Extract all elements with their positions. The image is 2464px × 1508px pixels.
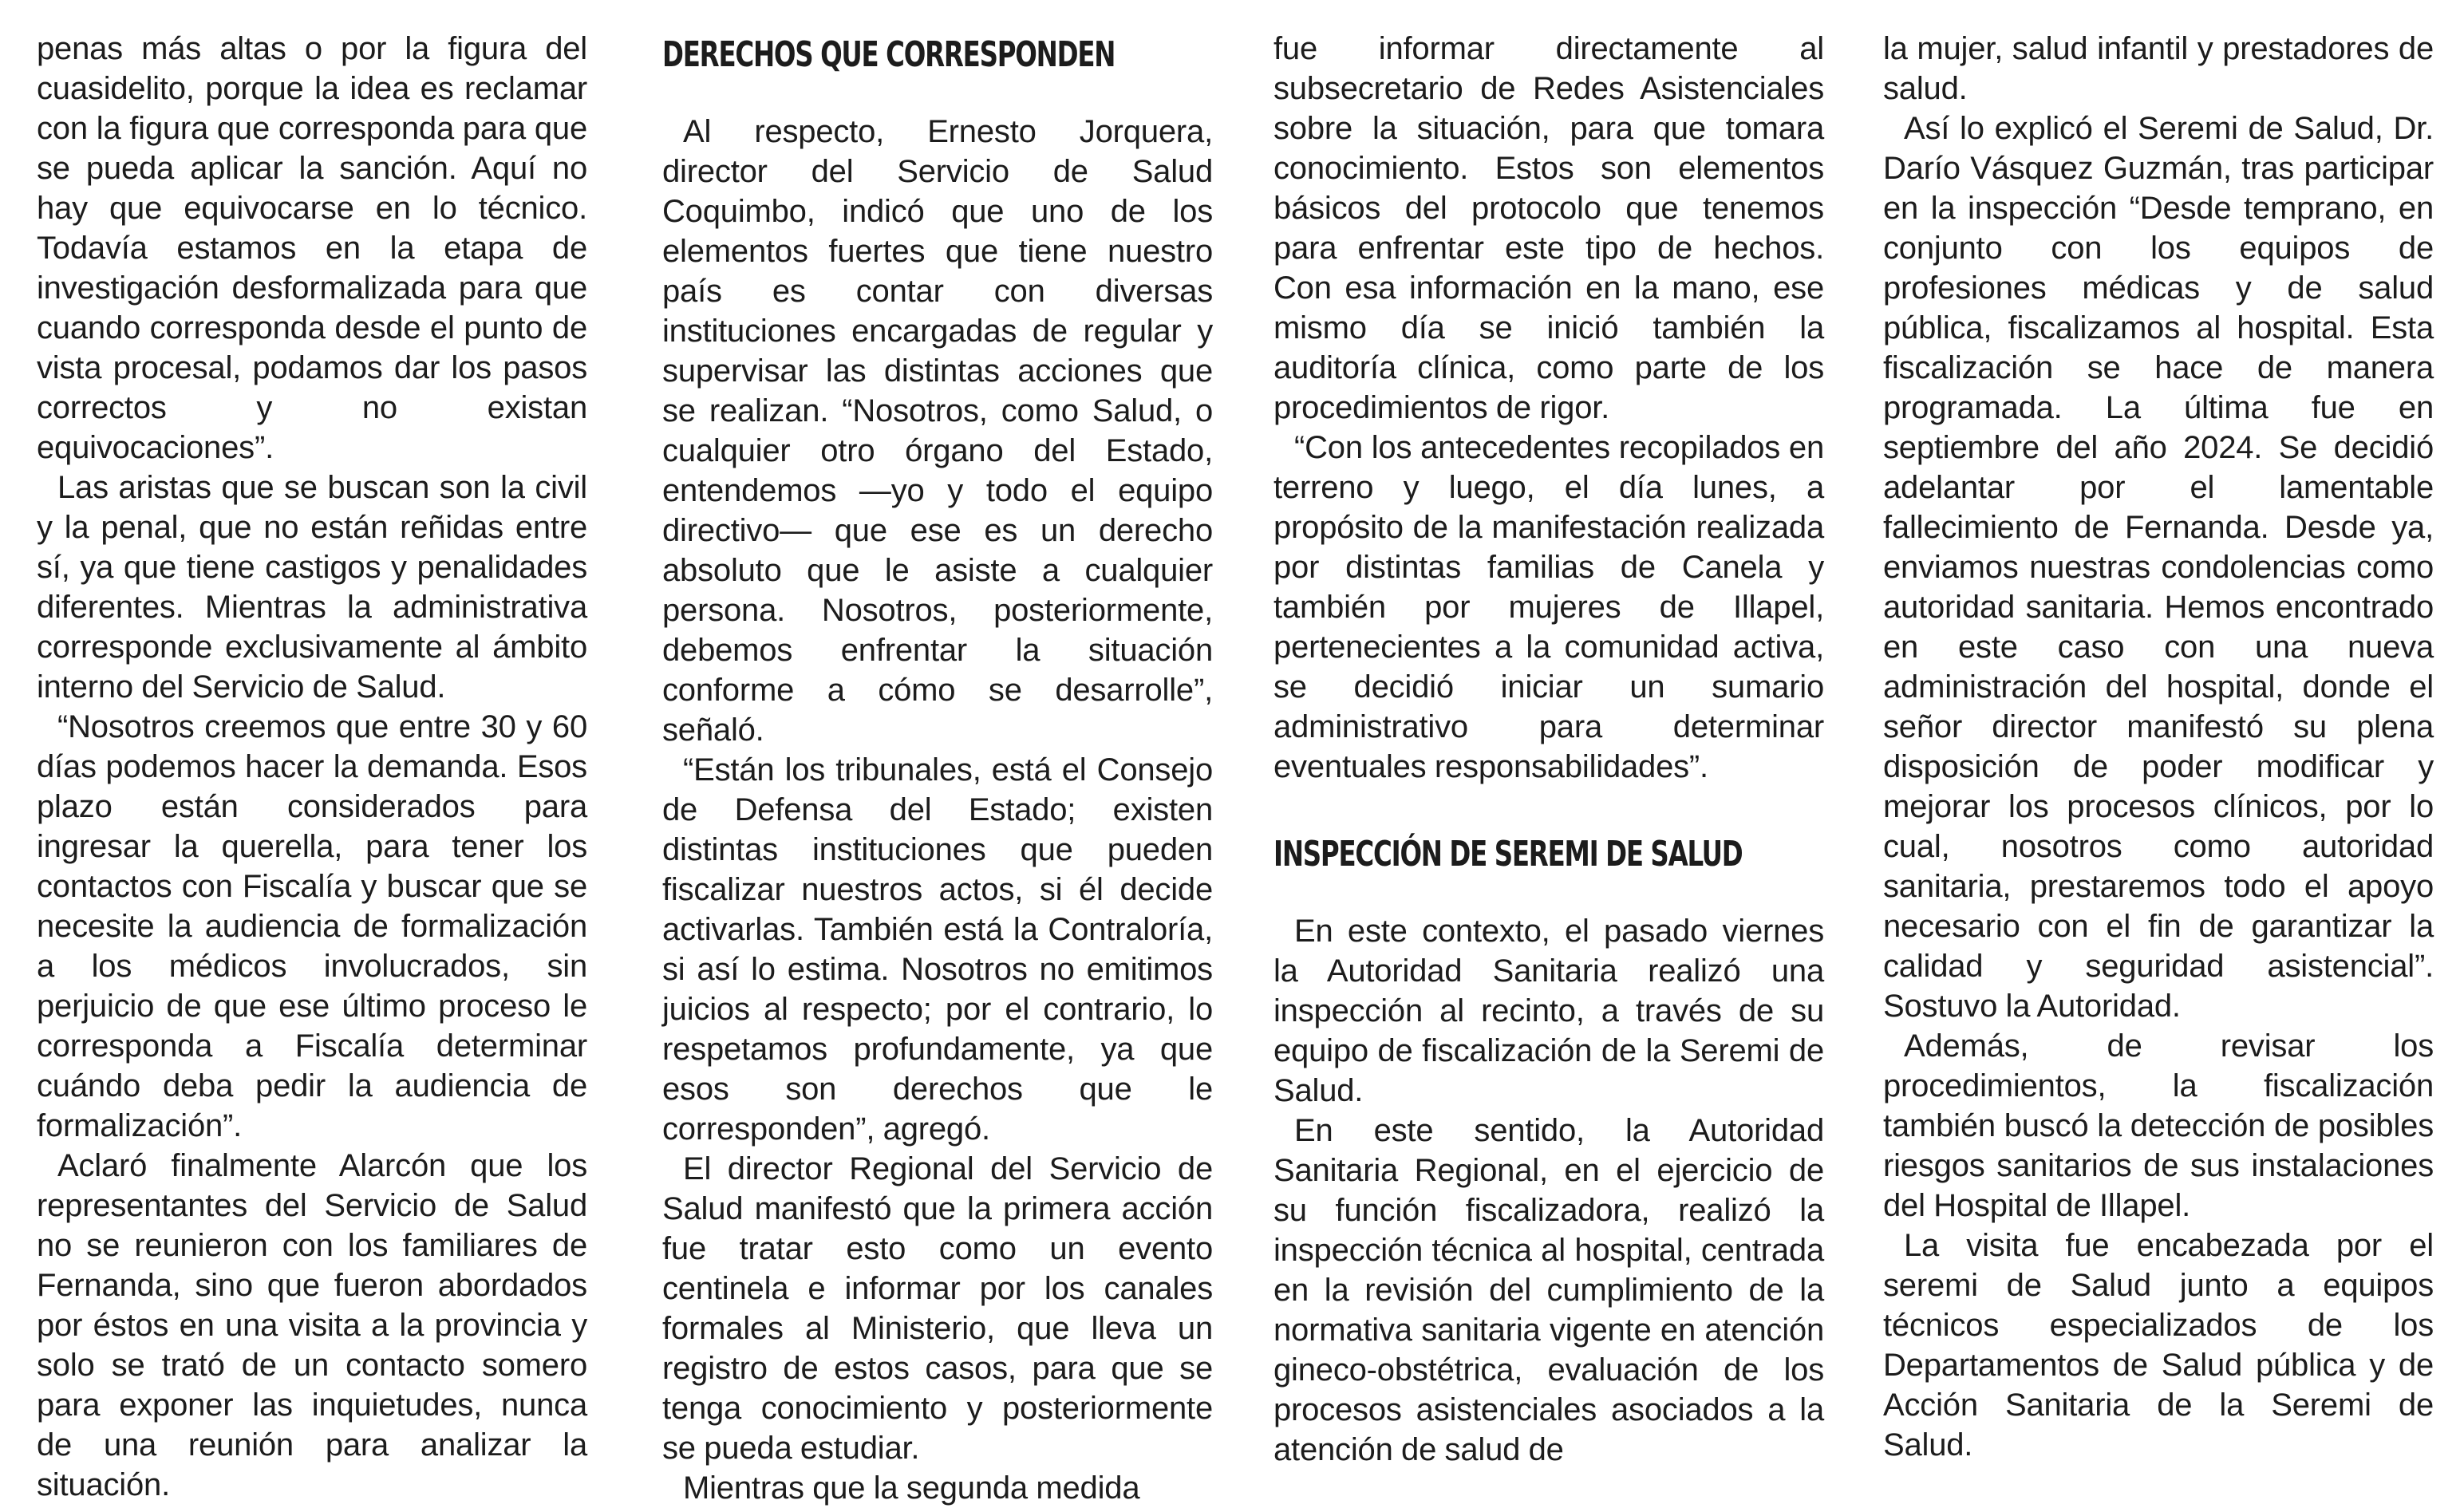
column-1 (37, 29, 587, 1505)
column-3 (1273, 29, 1824, 1470)
column-2 (662, 29, 1213, 1508)
paragraph: En este contexto, el pasado viernes la Autoridad Sanitaria realizó una inspección al recinto, a través de su equipo de fiscalización de la Seremi de Salud. (1273, 914, 1824, 1108)
paragraph: El director Regional del Servicio de Salud manifestó que la primera acción fue tratar esto como un evento centinela e informar por los canales formales al Ministerio, que lleva un registro de estos casos, para que se tenga conocimiento y posteriormente se pueda estudiar. (662, 1151, 1213, 1466)
paragraph: “Están los tribunales, está el Consejo de Defensa del Estado; existen distintas instituciones que pueden fiscalizar nuestros actos, si él decide activarlas. También está la Contraloría, si así lo estima. Nosotros no emitimos juicios al respecto; por el contrario, lo respetamos profundamente, ya que esos son derechos que le corresponden”, agregó. (662, 752, 1213, 1147)
section-heading: INSPECCIÓN DE SEREMI DE SALUD (1273, 834, 1743, 874)
paragraph: En este sentido, la Autoridad Sanitaria Regional, en el ejercicio de su función fiscalizadora, realizó la inspección técnica al hospital, centrada en la revisión del cumplimiento de la normativa sanitaria vigente en atención gineco-obstétrica, evaluación de los procesos asistenciales asociados a la atención de salud de (1273, 1113, 1824, 1467)
paragraph: Así lo explicó el Seremi de Salud, Dr. Darío Vásquez Guzmán, tras participar en la inspección “Desde temprano, en conjunto con los equipos de profesiones médicas y de salud pública, fiscalizamos al hospital. Esta fiscalización se hace de manera programada. La última fue en septiembre del año 2024. Se decidió adelantar por el lamentable fallecimiento de Fernanda. Desde ya, enviamos nuestras condolencias como autoridad sanitaria. Hemos encontrado en este caso con una nueva administración del hospital, donde el señor director manifestó su plena disposición de poder modificar y mejorar los procesos clínicos, por lo cual, nosotros como autoridad sanitaria, prestaremos todo el apoyo necesario con el fin de garantizar la calidad y seguridad asistencial”. Sostuvo la Autoridad. (1883, 111, 2434, 1024)
paragraph: Al respecto, Ernesto Jorquera, director del Servicio de Salud Coquimbo, indicó que uno de los elementos fuertes que tiene nuestro país es contar con diversas instituciones encargadas de regular y supervisar las distintas acciones que se realizan. “Nosotros, como Salud, o cualquier otro órgano del Estado, entendemos —yo y todo el equipo directivo— que ese es un derecho absoluto que le asiste a cualquier persona. Nosotros, posteriormente, debemos enfrentar la situación conforme a cómo se desarrolle”, señaló. (662, 114, 1213, 748)
paragraph: “Con los antecedentes recopilados en terreno y luego, el día lunes, a propósito de la manifestación realizada por distintas familias de Canela y también por mujeres de Illapel, pertenecientes a la comunidad activa, se decidió iniciar un sumario administrativo para determinar eventuales responsabilidades”. (1273, 430, 1824, 784)
paragraph: Mientras que la segunda medida (683, 1470, 1140, 1506)
column-4 (1883, 29, 2434, 1465)
paragraph: Las aristas que se buscan son la civil y la penal, que no están reñidas entre sí, ya que tiene castigos y penalidades diferentes. Mientras la administrativa corresponde exclusivamente al ámbito interno del Servicio de Salud. (37, 470, 587, 705)
paragraph: penas más altas o por la figura del cuasidelito, porque la idea es reclamar con la figura que corresponda para que se pueda aplicar la sanción. Aquí no hay que equivocarse en lo técnico. Todavía estamos en la etapa de investigación desformalizada para que cuando corresponda desde el punto de vista procesal, podamos dar los pasos correctos y no existan equivocaciones”. (37, 31, 587, 465)
paragraph: la mujer, salud infantil y prestadores de salud. (1883, 31, 2434, 106)
paragraph: Aclaró finalmente Alarcón que los representantes del Servicio de Salud no se reunieron con los familiares de Fernanda, sino que fueron abordados por éstos en una visita a la provincia y solo se trató de un contacto somero para exponer las inquietudes, nunca de una reunión para analizar la situación. (37, 1148, 587, 1502)
section-heading: DERECHOS QUE CORRESPONDEN (662, 34, 1116, 75)
paragraph: “Nosotros creemos que entre 30 y 60 días podemos hacer la demanda. Esos plazo están considerados para ingresar la querella, para tener los contactos con Fiscalía y buscar que se necesite la audiencia de formalización a los médicos involucrados, sin perjuicio de que ese último proceso le corresponda a Fiscalía determinar cuándo deba pedir la audiencia de formalización”. (37, 709, 587, 1143)
paragraph: fue informar directamente al subsecretario de Redes Asistenciales sobre la situación, para que tomara conocimiento. Estos son elementos básicos del protocolo que tenemos para enfrentar este tipo de hechos. Con esa información en la mano, ese mismo día se inició también la auditoría clínica, como parte de los procedimientos de rigor. (1273, 31, 1824, 425)
paragraph: Además, de revisar los procedimientos, la fiscalización también buscó la detección de posibles riesgos sanitarios de sus instalaciones del Hospital de Illapel. (1883, 1028, 2434, 1223)
paragraph: La visita fue encabezada por el seremi de Salud junto a equipos técnicos especializados de los Departamentos de Salud pública y de Acción Sanitaria de la Seremi de Salud. (1883, 1228, 2434, 1463)
